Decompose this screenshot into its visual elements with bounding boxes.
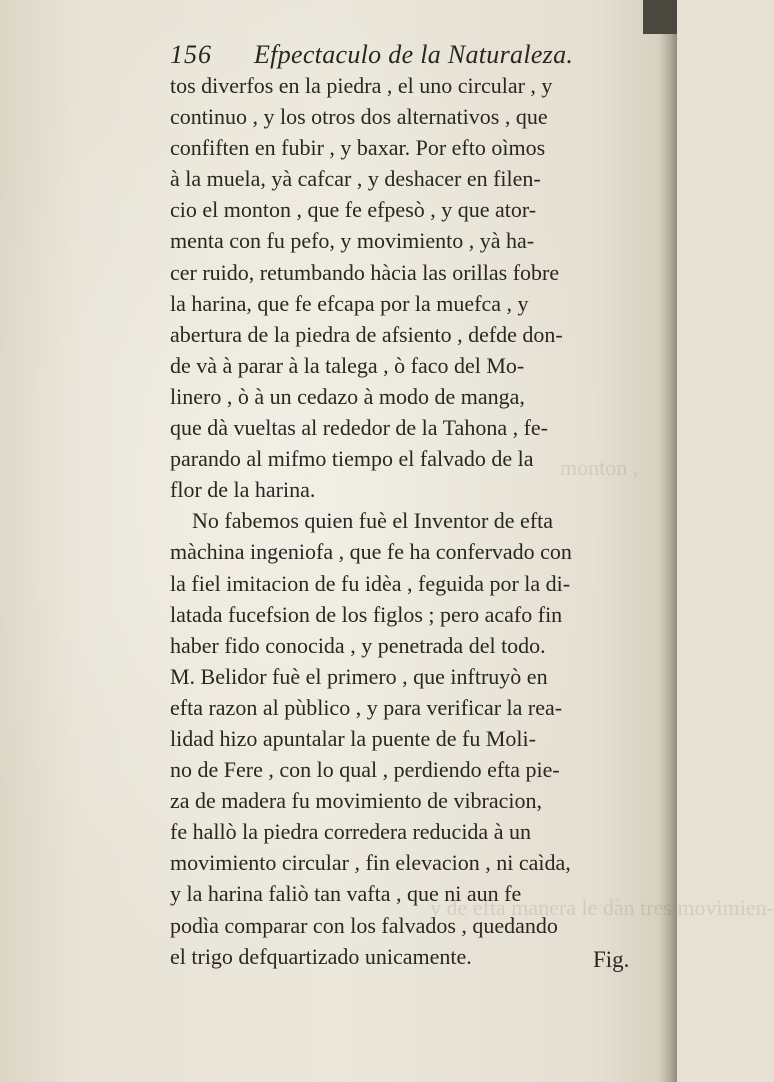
text-line: el trigo defquartizado unicamente.: [170, 943, 472, 969]
text-line: flor de la harina.: [170, 477, 316, 503]
catchword: Fig.: [593, 947, 630, 972]
body-text: [170, 70, 650, 972]
page-edge-shadow: [659, 0, 677, 1082]
text-line: M. Belidor fuè el primero , que inftruyò en: [170, 663, 548, 689]
show-through-text: y de efta manera le dàn tres movimien-: [430, 895, 774, 920]
text-line: abertura de la piedra de afsiento , defde don-: [170, 321, 563, 347]
text-line: tos diverfos en la piedra , el uno circular , y: [170, 73, 553, 98]
text-line: la harina, que fe efcapa por la muefca , y: [170, 290, 529, 316]
text-line: menta con fu pefo, y movimiento , yà ha-: [170, 228, 535, 254]
text-line: latada fucefsion de los figlos ; pero acafo fin: [170, 601, 563, 627]
text-line: la fiel imitacion de fu idèa , feguida por la di-: [170, 570, 571, 596]
text-line: movimiento circular , fin elevacion , ni caìda,: [170, 850, 571, 876]
scan-corner: [643, 0, 677, 34]
text-line: haber fido conocida , y penetrada del todo.: [170, 632, 546, 658]
text-line: y la harina faliò tan vafta , que ni aun fe: [170, 881, 522, 907]
text-line: cer ruido, retumbando hàcia las orillas fobre: [170, 259, 560, 285]
text-line: fe hallò la piedra corredera reducida à un: [170, 819, 531, 845]
show-through-text: monton ,: [560, 455, 639, 480]
text-line: à la muela, yà cafcar , y deshacer en filen-: [170, 166, 541, 192]
text-line: za de madera fu movimiento de vibracion,: [170, 788, 543, 814]
text-line: No fabemos quien fuè el Inventor de efta: [170, 508, 554, 534]
running-title: Efpectaculo de la Naturaleza.: [254, 40, 574, 69]
text-line: linero , ò à un cedazo à modo de manga,: [170, 383, 525, 409]
text-line: cio el monton , que fe efpesò , y que ator-: [170, 197, 537, 223]
text-line: que dà vueltas al rededor de la Tahona , fe-: [170, 415, 548, 441]
text-line: confiften en fubir , y baxar. Por efto oìmos: [170, 135, 546, 161]
text-line: podìa comparar con los falvados , quedando: [170, 912, 558, 938]
text-line: màchina ingeniofa , que fe ha confervado con: [170, 539, 572, 565]
text-line: parando al mifmo tiempo el falvado de la: [170, 446, 534, 472]
text-line: de và à parar à la talega , ò faco del Mo-: [170, 352, 525, 378]
text-line: efta razon al pùblico , y para verificar la rea-: [170, 694, 563, 720]
text-line: no de Fere , con lo qual , perdiendo efta pie-: [170, 757, 560, 783]
page-number: 156: [170, 40, 212, 69]
text-line: continuo , y los otros dos alternativos , que: [170, 104, 548, 130]
text-line: lidad hizo apuntalar la puente de fu Moli-: [170, 725, 536, 751]
